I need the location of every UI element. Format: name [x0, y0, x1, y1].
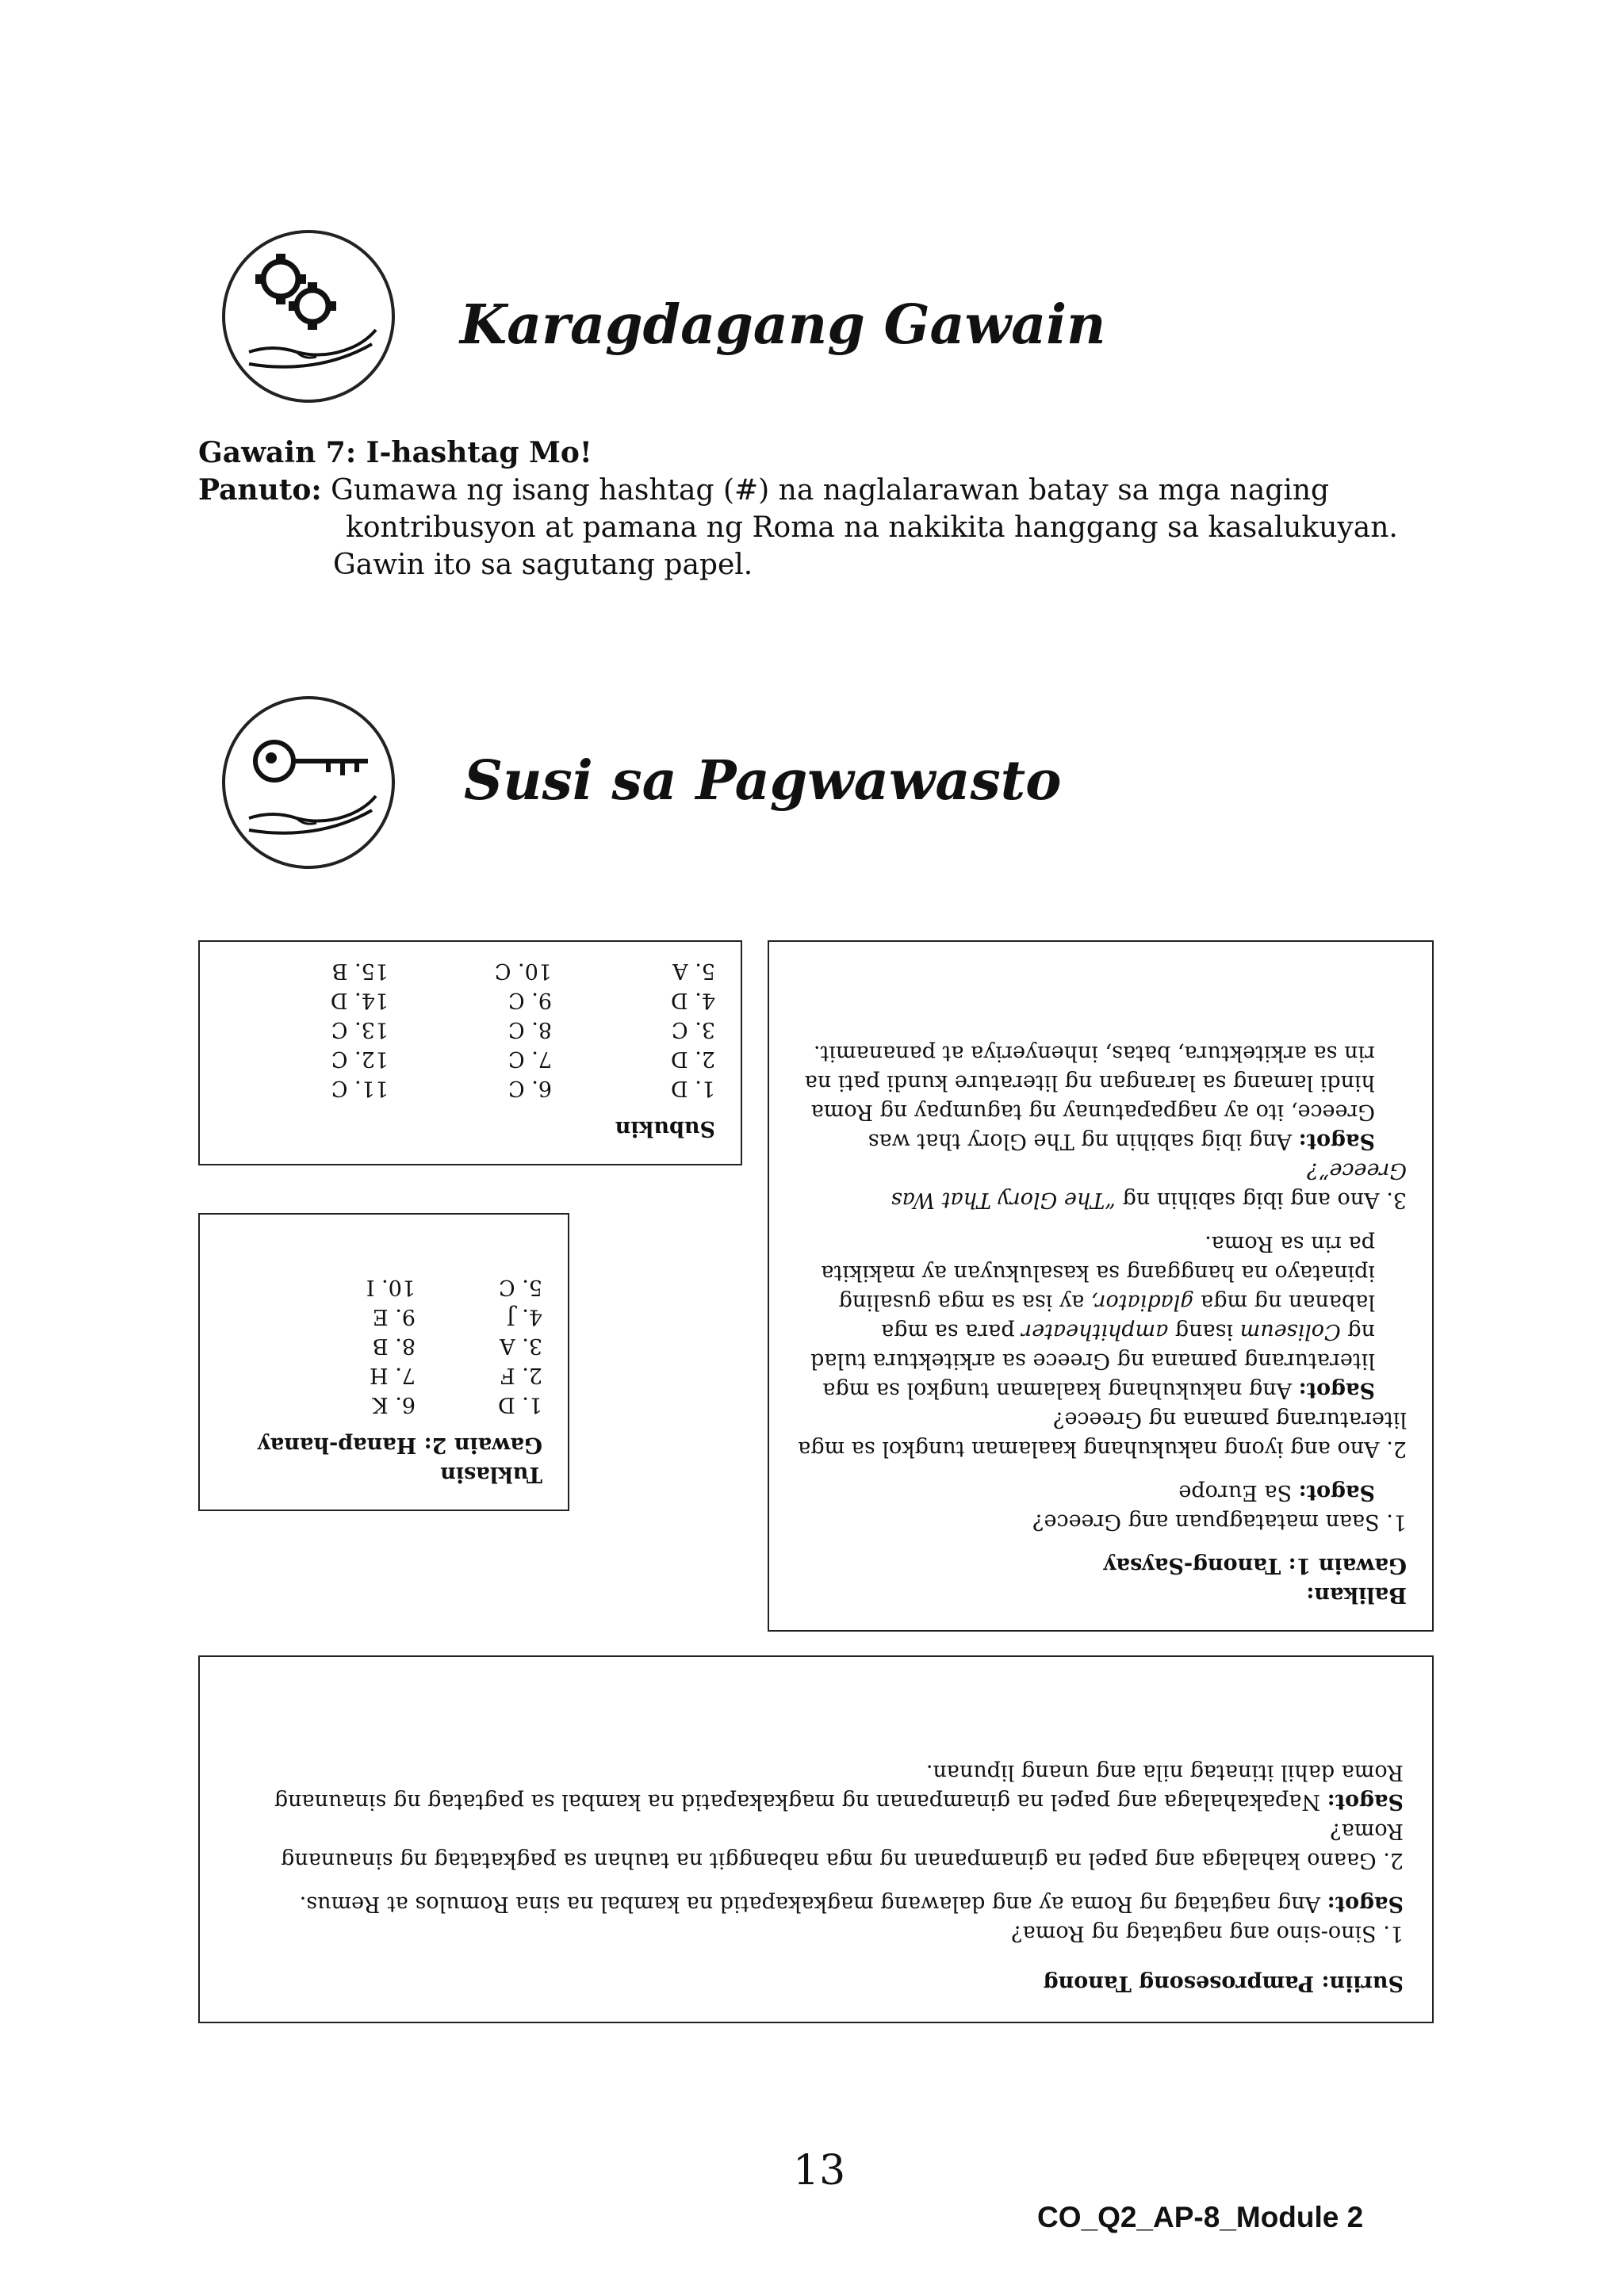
- answer-text: para sa mga labanan ng mga: [881, 1290, 1375, 1344]
- tuklasin-heading: Tuklasin: [440, 1462, 542, 1487]
- module-code: CO_Q2_AP-8_Module 2: [1037, 2201, 1364, 2233]
- gears-hand-icon: [222, 230, 395, 403]
- answer-italic: amphitheater: [1021, 1319, 1169, 1344]
- page-number: 13: [793, 2147, 846, 2195]
- sagot-label: Sagot:: [1327, 1789, 1404, 1814]
- karagdagang-gawain-title: Karagdagang Gawain: [460, 293, 1106, 357]
- tuklasin-col-2: [289, 1272, 416, 1419]
- panuto-line-2: kontribusyon at pamana ng Roma na nakikita hanggang sa kasalukuyan.: [346, 511, 1398, 544]
- answer-item: 9. C: [508, 988, 552, 1012]
- tuklasin-col-1: [416, 1272, 542, 1419]
- key-hand-icon: [222, 696, 395, 869]
- answer-item: 15. B: [331, 959, 389, 983]
- panuto-label: Panuto:: [198, 473, 322, 507]
- answer-item: 3. C: [671, 1017, 715, 1042]
- susi-title: Susi sa Pagwawasto: [464, 749, 1062, 813]
- answer-item: 3. A: [500, 1334, 542, 1358]
- answer-item: 10. I: [366, 1275, 416, 1299]
- answer-item: 4. D: [671, 988, 715, 1012]
- balikan-answer-3: [795, 1039, 1407, 1156]
- subukin-col-3: [225, 956, 389, 1103]
- answer-item: 2. D: [671, 1047, 715, 1071]
- tuklasin-box: [198, 1213, 569, 1511]
- sagot-label: Sagot:: [1298, 1378, 1375, 1402]
- suriin-answer-2: [228, 1758, 1404, 1816]
- answer-italic: Coliseum: [1239, 1319, 1341, 1344]
- answer-item: 8. C: [508, 1017, 552, 1042]
- balikan-question-2: 2. Ano ang iyong nakukuhang kaalaman tungkol sa mga literaturang pamana ng Greece?: [798, 1407, 1407, 1461]
- answer-text: ay isa sa mga gusaling ipinatayo na hanggang sa kasalukuyan ay makikita pa rin sa Roma.: [821, 1231, 1375, 1314]
- answer-item: 9. E: [372, 1304, 416, 1329]
- answer-item: 12. C: [331, 1047, 389, 1071]
- answer-item: 5. C: [498, 1275, 542, 1299]
- answer-item: 4. J: [506, 1304, 542, 1329]
- answer-item: 1. D: [671, 1076, 715, 1100]
- balikan-box: [768, 940, 1434, 1632]
- gawain-7-label: Gawain 7: I-hashtag Mo!: [198, 436, 592, 469]
- answer-item: 2. F: [500, 1363, 542, 1387]
- answer-text: isang: [1174, 1319, 1234, 1344]
- balikan-answer-1: [795, 1478, 1407, 1507]
- balikan-question-3: [795, 1156, 1407, 1215]
- answer-text: Ang nakukuhang kaalaman tungkol sa mga literaturang pamana ng Greece sa arkitektura tulad ng: [810, 1319, 1375, 1402]
- answer-item: 14. D: [330, 988, 389, 1012]
- sagot-label: Sagot:: [1298, 1129, 1375, 1154]
- answer-item: 5. A: [672, 959, 715, 983]
- answer-item: 10. C: [494, 959, 552, 983]
- activity-instructions: [198, 434, 1483, 584]
- panuto-line-3: Gawin ito sa sagutang papel.: [333, 549, 753, 581]
- suriin-heading: Suriin: Pamprosesong Tanong: [1043, 1971, 1404, 1996]
- answer-item: 6. C: [508, 1076, 552, 1100]
- answer-item: 7. H: [370, 1363, 416, 1387]
- answer-item: 1. D: [498, 1392, 542, 1417]
- subukin-col-1: [552, 956, 715, 1103]
- balikan-heading: Balikan:: [1306, 1582, 1407, 1607]
- question-italic: “The Glory That Was Greece”?: [891, 1158, 1407, 1212]
- suriin-answer-1: [228, 1889, 1404, 1919]
- question-text: 3. Ano ang ibig sabihin ng: [1122, 1188, 1407, 1212]
- answer-item: 11. C: [331, 1076, 389, 1100]
- suriin-box: [198, 1655, 1434, 2023]
- subukin-col-2: [389, 956, 552, 1103]
- answer-item: 6. K: [372, 1392, 416, 1417]
- suriin-question-2: 2. Gaano kahalaga ang papel na ginampanan ng mga nabanggit na tauhan sa pagkatatag ng sinaunang Roma?: [281, 1819, 1404, 1873]
- sagot-label: Sagot:: [1298, 1480, 1375, 1505]
- subukin-heading: Subukin: [615, 1116, 715, 1141]
- subukin-box: [198, 940, 742, 1165]
- answer-text: Ang ibig sabihin ng The Glory that was Greece, ito ay nagpapatunay ng tagumpay ng Roma hindi lamang sa larangan ng literature kundi pati na rin sa arkitektura, batas, inhenyeriya at pananamit.: [804, 1041, 1375, 1154]
- suriin-question-1: 1. Sino-sino ang nagtatag ng Roma?: [1011, 1921, 1404, 1946]
- answer-text: Ang nagtatag ng Roma ay ang dalawang magkakapatid na kambal na sina Romulos at Remus.: [299, 1892, 1321, 1916]
- answer-item: 13. C: [331, 1017, 389, 1042]
- answer-text: Sa Europe: [1178, 1480, 1293, 1505]
- balikan-question-1: 1. Saan matatagpuan ang Greece?: [1032, 1510, 1407, 1534]
- balikan-answer-2: [795, 1229, 1407, 1405]
- answer-text: Napakahalaga ang papel na ginampanan ng magkakapatid na kambal sa pagtatag ng sinaunang Roma dahil itinatag nila ang unang lipunan.: [274, 1760, 1404, 1814]
- tuklasin-gawain: Gawain 2: Hanap-hanay: [258, 1433, 542, 1457]
- answer-item: 8. B: [372, 1334, 416, 1358]
- answer-item: 7. C: [508, 1047, 552, 1071]
- panuto-line-1: Gumawa ng isang hashtag (#) na naglalarawan batay sa mga naging: [331, 474, 1330, 507]
- sagot-label: Sagot:: [1327, 1892, 1404, 1916]
- balikan-gawain: Gawain 1: Tanong-Saysay: [1103, 1553, 1407, 1578]
- answer-italic: gladiator,: [1090, 1290, 1194, 1314]
